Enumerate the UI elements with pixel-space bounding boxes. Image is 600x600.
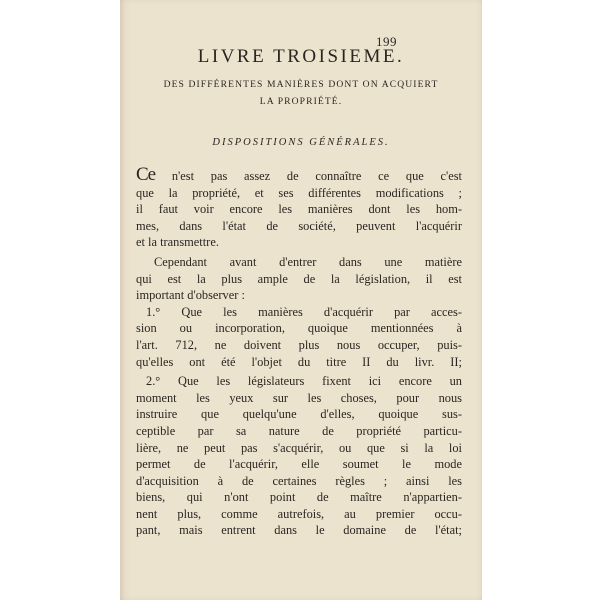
paragraph-4-line: nent plus, comme autrefois, au premier occu- xyxy=(136,506,462,521)
paragraph-4-line: biens, qui n'ont point de maître n'appartien- xyxy=(136,490,462,505)
paragraph-4-line: pant, mais entrent dans le domaine de l'état; xyxy=(136,523,462,538)
subtitle xyxy=(138,76,464,110)
book-page xyxy=(120,0,482,600)
subtitle-line-2: LA PROPRIÉTÉ. xyxy=(259,96,343,107)
paragraph-2-line: Cependant avant d'entrer dans une matière xyxy=(154,254,462,269)
paragraph-1-line: mes, dans l'état de société, peuvent l'acquérir xyxy=(136,218,462,233)
section-title: DISPOSITIONS GÉNÉRALES. xyxy=(212,137,390,148)
paragraph-1-line: que la propriété, et ses différentes modifications ; xyxy=(136,185,462,200)
paragraph-2-line: important d'observer : xyxy=(136,288,245,303)
paragraph-4-line: lière, ne peut pas s'acquérir, ou que si la loi xyxy=(136,440,462,455)
paragraph-3-line: qu'elles ont été l'objet du titre II du livr. II; xyxy=(136,354,462,369)
paragraph-3-line: 1.° Que les manières d'acquérir par acces- xyxy=(146,304,462,319)
paragraph-1-line: et la transmettre. xyxy=(136,235,219,250)
paragraph-2-line: qui est la plus ample de la législation, il est xyxy=(136,271,462,286)
paragraph-4-line: d'acquisition à de certaines règles ; ainsi les xyxy=(136,473,462,488)
paragraph-4-line: 2.° Que les législateurs fixent ici encore un xyxy=(146,374,462,389)
body-text xyxy=(136,164,462,539)
drop-cap: Ce xyxy=(136,164,156,185)
paragraph-1-line-1 xyxy=(136,164,462,185)
subtitle-line-1: DES DIFFÉRENTES MANIÈRES DONT ON ACQUIERT xyxy=(163,79,439,90)
paragraph-4-line: moment les yeux sur les choses, pour nous xyxy=(136,390,462,405)
paragraph-4-line: permet de l'acquérir, elle soumet le mode xyxy=(136,457,462,472)
paragraph-4-line: ceptible par sa nature de propriété particu- xyxy=(136,423,462,438)
paragraph-1-line-1-text: n'est pas assez de connaître ce que c'est xyxy=(155,169,462,183)
paragraph-1-line: il faut voir encore les manières dont les hom- xyxy=(136,202,462,217)
page-number: 199 xyxy=(376,34,397,49)
book-title: LIVRE TROISIEME. xyxy=(197,46,405,67)
paragraph-4-line: instruire que quelqu'une d'elles, quoique sus- xyxy=(136,407,462,422)
paragraph-3-line: sion ou incorporation, quoique mentionnées à xyxy=(136,321,462,336)
paragraph-3-line: l'art. 712, ne doivent plus nous occuper, puis- xyxy=(136,337,462,352)
